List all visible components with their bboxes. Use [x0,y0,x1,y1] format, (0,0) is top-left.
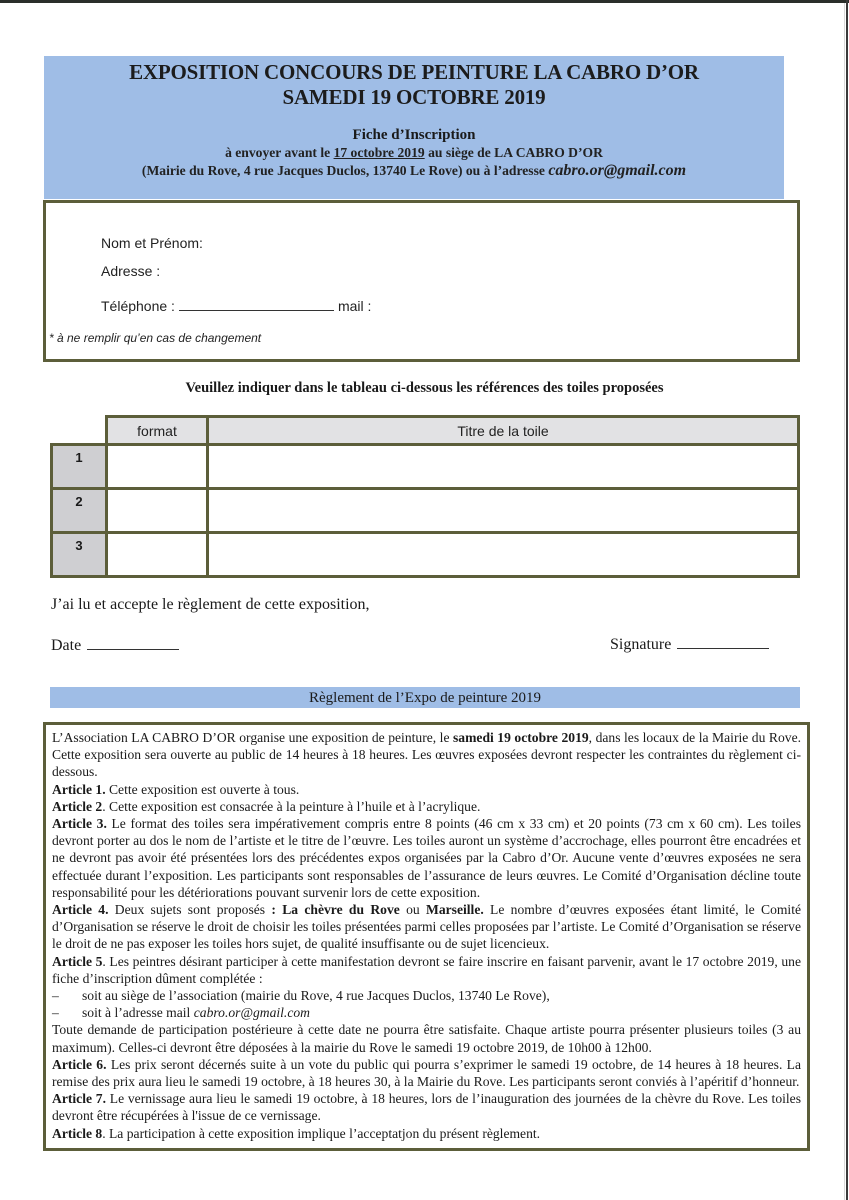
format-cell-2[interactable] [105,487,209,534]
rules-heading: Règlement de l’Expo de peinture 2019 [50,687,800,708]
signature-field[interactable] [677,634,769,649]
change-note: * à ne remplir qu’en cas de changement [49,331,262,345]
date-row [51,635,179,655]
send-deadline-line: à envoyer avant le 17 octobre 2019 au siège de LA CABRO D’OR [225,145,603,160]
contact-email[interactable]: cabro.or@gmail.com [548,162,687,179]
title-cell-3[interactable] [206,531,800,578]
article-1: Article 1. Cette exposition est ouverte à tous. [52,781,300,797]
title-cell-2[interactable] [206,487,800,534]
column-header-title: Titre de la toile [206,415,800,446]
name-field[interactable]: Nom et Prénom: [101,235,203,251]
event-title [44,60,784,110]
rules-intro: L’Association LA CABRO D’OR organise une exposition de peinture, le samedi 19 octobre 2019, dans les locaux de la Mairie du Rove. Cette exposition sera ouverte au public de 14 heures à 18 heures. Les œuvres exposées devront respecter les contraintes du règlement ci-dessous. [52,730,802,780]
row-number: 1 [50,443,108,490]
article-5-continued: Toute demande de participation postérieure à cette date ne pourra être satisfaite. Chaque artiste pourra présenter plusieurs toiles (3 au maximum). Celles-ci devront être déposées à la mairie du Rove le samedi 19 octobre 2019, de 10h00 à 12h00. [52,1022,801,1055]
phone-label: Téléphone : [101,298,175,314]
article-5-bullet: – soit au siège de l’association (mairie du Rove, 4 rue Jacques Duclos, 13740 Le Rove), [52,988,550,1004]
form-subtitle: Fiche d’Inscription [352,127,476,143]
signature-row [610,634,769,654]
scan-right-shadow [844,3,845,1200]
article-7: Article 7. Le vernissage aura lieu le samedi 19 octobre, à 18 heures, lors de l’inauguration des journées de la chèvre du Rove. Les toiles devront être récupérées à l'issue de ce vernissage. [52,1091,801,1124]
format-cell-3[interactable] [105,531,209,578]
article-5-bullet: – soit à l’adresse mail cabro.or@gmail.com [52,1005,310,1021]
row-number: 3 [50,531,108,578]
article-6: Article 6. Les prix seront décernés suite à un vote du public qui pourra s’exprimer le samedi 19 octobre, de 14 heures à 18 heures. La remise des prix aura lieu le samedi 19 octobre, à 18 heures 30, à la Mairie du Rove. Les participants seront conviés à l’apéritif d’honneur. [52,1056,802,1090]
table-instruction: Veuillez indiquer dans le tableau ci-dessous les références des toiles proposées [185,380,664,396]
mail-label[interactable]: mail : [337,298,372,314]
column-header-format: format [105,415,209,446]
scan-top-edge [0,0,849,3]
article-3: Article 3. Le format des toiles sera impérativement compris entre 8 points (46 cm x 33 cm) et 20 points (73 cm x 60 cm). Les toiles devront porter au dos le nom de l’artiste et le titre de l’œuvre. Les toiles auront un système d’accrochage, elles pourront être encadrées et ne devront pas avoir été présentées lors des précédentes expos organisées par la Cabro d’Or. Aucune vente d’œuvres exposées ne sera effectuée durant l’exposition. Les participants sont responsables de l’assurance de leurs œuvres. Le Comité d’Organisation décline toute responsabilité pour les détériorations pouvant survenir lors de cette exposition. [52,816,801,900]
scan-right-edge [846,0,848,1200]
address-field[interactable]: Adresse : [101,263,161,279]
article-4: Article 4. Deux sujets sont proposés : La chèvre du Rove ou Marseille. Le nombre d’œuvres exposées étant limité, le Comité d’Organisation se réserve le droit de choisir les toiles présentées parmi celles proposées par l’artiste. Le Comité d’Organisation se réserve le droit de ne pas exposer les toiles hors sujet, de qualité insuffisante ou de sujet licencieux. [52,902,802,952]
article-2: Article 2. Cette exposition est consacrée à la peinture à l’huile et à l’acrylique. [52,798,481,814]
identity-box [43,200,800,362]
signature-label: Signature [610,636,672,653]
rules-email[interactable]: cabro.or@gmail.com [193,1005,310,1021]
deadline-date: 17 octobre 2019 [333,145,425,160]
article-5: Article 5. Les peintres désirant participer à cette manifestation devront se faire inscrire en faisant parvenir, avant le 17 octobre 2019, une fiche d’inscription dûment complétée : [52,953,801,986]
date-label: Date [51,637,82,654]
acceptance-statement: J’ai lu et accepte le règlement de cette exposition, [51,596,370,613]
event-title-line2: SAMEDI 19 OCTOBRE 2019 [282,85,546,109]
event-title-line1: EXPOSITION CONCOURS DE PEINTURE LA CABRO D’OR [129,60,699,84]
date-field[interactable] [87,635,179,650]
rules-box [43,722,810,1151]
row-number: 2 [50,487,108,534]
title-cell-1[interactable] [206,443,800,490]
format-cell-1[interactable] [105,443,209,490]
header-band [44,56,784,199]
phone-field[interactable] [179,298,334,311]
address-line: (Mairie du Rove, 4 rue Jacques Duclos, 13740 Le Rove) ou à l’adresse cabro.or@gmail.com [141,162,687,179]
article-8: Article 8. La participation à cette exposition implique l’acceptatjon du présent règlement. [52,1125,541,1141]
phone-mail-row [101,298,371,314]
